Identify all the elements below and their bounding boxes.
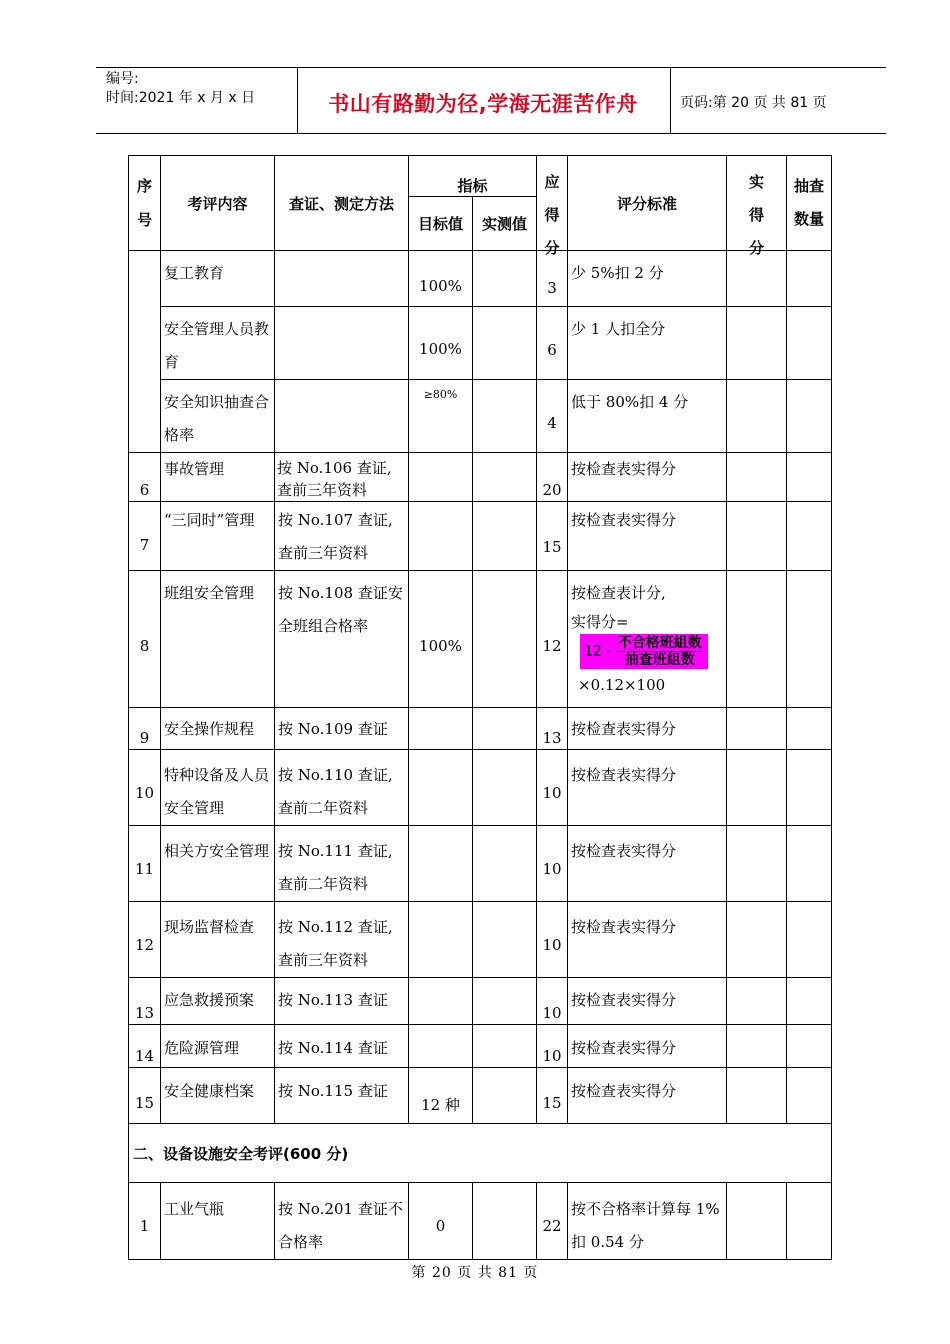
header-score-actual — [727, 156, 787, 257]
seq-cell: 1 — [139, 1217, 150, 1235]
table-row — [129, 453, 832, 502]
method-cell: 按 No.201 查证不合格率 — [278, 1200, 403, 1251]
header-sample-count-label: 抽查数量 — [794, 177, 825, 228]
header-divider-right — [670, 67, 671, 134]
measured-cell — [473, 826, 537, 902]
evaluation-table — [128, 155, 832, 1260]
criteria-line-1: 按检查表计分, — [571, 584, 666, 602]
method-cell: 按 No.108 查证安全班组合格率 — [278, 584, 403, 635]
criteria-cell: 按检查表实得分 — [571, 766, 677, 784]
method-cell: 按 No.107 查证,查前三年资料 — [278, 511, 393, 562]
target-cell: ≥80% — [423, 388, 458, 401]
header-measured: 实测值 — [473, 197, 537, 251]
measured-cell — [473, 1068, 537, 1124]
score-cell: 10 — [542, 784, 562, 802]
criteria-cell: 少 1 人扣全分 — [571, 320, 666, 338]
measured-cell — [473, 1025, 537, 1068]
score-formula — [580, 634, 708, 669]
content-cell: 事故管理 — [164, 460, 225, 478]
score-cell: 10 — [542, 860, 562, 878]
table-header-row — [129, 156, 832, 197]
seq-cell: 9 — [139, 729, 150, 747]
score-actual-cell — [727, 1068, 787, 1124]
score-cell: 15 — [542, 538, 562, 556]
score-actual-cell — [727, 251, 787, 307]
score-actual-cell — [727, 502, 787, 571]
score-cell: 6 — [547, 341, 557, 359]
sample-count-cell — [787, 1025, 832, 1068]
sample-count-cell — [787, 826, 832, 902]
method-cell: 按 No.109 查证 — [278, 720, 388, 738]
score-actual-cell — [727, 307, 787, 380]
method-cell: 按 No.114 查证 — [278, 1039, 388, 1057]
score-actual-cell — [727, 708, 787, 750]
criteria-cell: 按不合格率计算每 1%扣 0.54 分 — [571, 1200, 720, 1251]
criteria-cell: 按检查表实得分 — [571, 842, 677, 860]
header-score-actual-label: 实得分 — [749, 173, 765, 257]
header-method: 查证、测定方法 — [275, 156, 409, 251]
content-cell: 安全健康档案 — [164, 1082, 255, 1100]
table-row — [129, 826, 832, 902]
target-cell: 100% — [419, 340, 462, 358]
table-row — [129, 307, 832, 380]
header-indicator: 指标 — [409, 156, 537, 197]
measured-cell — [473, 978, 537, 1025]
content-cell: 复工教育 — [164, 264, 225, 282]
score-cell: 10 — [542, 1004, 562, 1022]
measured-cell — [473, 902, 537, 978]
header-sample-count — [787, 156, 832, 251]
sample-count-cell — [787, 902, 832, 978]
sample-count-cell — [787, 978, 832, 1025]
header-motto: 书山有路勤为径,学海无涯苦作舟 — [328, 92, 638, 116]
method-cell — [275, 307, 409, 380]
seq-cell: 8 — [139, 637, 150, 655]
seq-cell: 15 — [134, 1094, 155, 1112]
table-row — [129, 1068, 832, 1124]
content-cell: 安全操作规程 — [164, 720, 255, 738]
target-cell — [409, 502, 473, 571]
seq-cell: 14 — [134, 1047, 155, 1065]
method-cell: 按 No.115 查证 — [278, 1082, 388, 1100]
header-content: 考评内容 — [161, 156, 275, 251]
measured-cell — [473, 708, 537, 750]
score-actual-cell — [727, 978, 787, 1025]
sample-count-cell — [787, 453, 832, 502]
target-cell: 100% — [419, 637, 462, 655]
table-row — [129, 251, 832, 307]
criteria-cell: 按检查表实得分 — [571, 511, 677, 529]
criteria-line-3: ×0.12×100 — [578, 676, 666, 694]
sample-count-cell — [787, 1183, 832, 1260]
formula-numerator: 不合格班組数 — [617, 635, 702, 651]
formula-fraction — [616, 635, 704, 668]
score-cell: 13 — [542, 729, 562, 747]
criteria-cell: 按检查表实得分 — [571, 991, 677, 1009]
content-cell: 相关方安全管理 — [164, 842, 270, 860]
content-cell: 现场监督检查 — [164, 918, 255, 936]
formula-prefix: 12 - — [584, 643, 612, 660]
content-cell: 安全知识抽查合格率 — [164, 393, 270, 444]
sample-count-cell — [787, 571, 832, 708]
score-cell: 15 — [542, 1094, 562, 1112]
seq-cell: 13 — [134, 1004, 155, 1022]
score-actual-cell — [727, 750, 787, 826]
method-cell: 按 No.111 查证,查前二年资料 — [278, 842, 393, 893]
criteria-cell-formula — [568, 571, 727, 708]
seq-cell: 6 — [139, 481, 150, 499]
seq-cell: 11 — [134, 860, 155, 878]
score-cell: 20 — [542, 481, 562, 499]
header-top-rule — [96, 67, 886, 68]
measured-cell — [473, 750, 537, 826]
content-cell: 班组安全管理 — [164, 584, 255, 602]
sample-count-cell — [787, 1068, 832, 1124]
content-cell: 应急救援预案 — [164, 991, 255, 1009]
table-row — [129, 708, 832, 750]
table-row — [129, 978, 832, 1025]
measured-cell — [473, 571, 537, 708]
criteria-cell: 按检查表实得分 — [571, 720, 677, 738]
method-cell: 按 No.110 查证,查前二年资料 — [278, 766, 393, 817]
sample-count-cell — [787, 502, 832, 571]
seq-cell: 10 — [134, 784, 155, 802]
method-cell: 按 No.113 查证 — [278, 991, 388, 1009]
target-cell — [409, 750, 473, 826]
content-cell: 工业气瓶 — [164, 1200, 225, 1218]
target-cell — [409, 826, 473, 902]
header-meta — [106, 70, 255, 108]
header-bottom-rule — [96, 133, 886, 134]
target-cell: 12 种 — [421, 1096, 460, 1114]
sample-count-cell — [787, 251, 832, 307]
score-actual-cell — [727, 1183, 787, 1260]
measured-cell — [473, 380, 537, 453]
table-row — [129, 1025, 832, 1068]
score-actual-cell — [727, 571, 787, 708]
score-actual-cell — [727, 902, 787, 978]
measured-cell — [473, 307, 537, 380]
seq-cell-merged — [129, 251, 161, 453]
seq-cell: 7 — [139, 536, 150, 554]
sample-count-cell — [787, 708, 832, 750]
content-cell: 危险源管理 — [164, 1039, 240, 1057]
criteria-line-2: 实得分= — [571, 613, 629, 631]
measured-cell — [473, 251, 537, 307]
sample-count-cell — [787, 750, 832, 826]
criteria-cell: 按检查表实得分 — [571, 1082, 677, 1100]
score-cell: 22 — [542, 1217, 562, 1235]
sample-count-cell — [787, 307, 832, 380]
header-score-due-label: 应得分 — [544, 173, 560, 257]
method-cell: 按 No.112 查证,查前三年资料 — [278, 918, 393, 969]
target-cell — [409, 902, 473, 978]
criteria-cell: 按检查表实得分 — [571, 918, 677, 936]
table-row — [129, 1183, 832, 1260]
header-seq — [129, 156, 161, 251]
table-row — [129, 502, 832, 571]
score-actual-cell — [727, 1025, 787, 1068]
target-cell — [409, 708, 473, 750]
score-actual-cell — [727, 380, 787, 453]
target-cell: 0 — [435, 1217, 446, 1235]
score-actual-cell — [727, 826, 787, 902]
content-cell: “三同时”管理 — [164, 511, 255, 529]
table-row — [129, 750, 832, 826]
score-cell: 10 — [542, 936, 562, 954]
header-page-info: 页码:第 20 页 共 81 页 — [680, 95, 827, 111]
target-cell: 100% — [419, 277, 462, 295]
sample-count-cell — [787, 380, 832, 453]
table-row — [129, 380, 832, 453]
method-cell: 按 No.106 查证,查前三年资料 — [277, 459, 392, 499]
section-title: 二、设备设施安全考评(600 分) — [129, 1124, 832, 1183]
target-cell — [409, 1025, 473, 1068]
formula-denominator: 抽查班組数 — [624, 652, 695, 668]
section-row — [129, 1124, 832, 1183]
measured-cell — [473, 1183, 537, 1260]
criteria-cell: 低于 80%扣 4 分 — [571, 393, 689, 411]
criteria-cell: 少 5%扣 2 分 — [571, 264, 664, 282]
header-score-due — [537, 156, 568, 257]
table-row — [129, 902, 832, 978]
score-cell: 12 — [542, 637, 562, 655]
header-target: 目标值 — [409, 197, 473, 251]
score-cell: 10 — [542, 1047, 562, 1065]
content-cell: 特种设备及人员安全管理 — [164, 766, 270, 817]
header-criteria: 评分标准 — [568, 156, 727, 251]
criteria-cell: 按检查表实得分 — [571, 1039, 677, 1057]
score-cell: 4 — [547, 414, 557, 432]
page-footer: 第 20 页 共 81 页 — [411, 1265, 539, 1281]
serial-label: 编号: — [106, 71, 139, 87]
measured-cell — [473, 502, 537, 571]
seq-cell: 12 — [134, 936, 155, 954]
header-seq-label: 序号 — [136, 177, 152, 229]
score-cell: 3 — [547, 279, 557, 297]
table-row — [129, 571, 832, 708]
score-actual-cell — [727, 453, 787, 502]
method-cell — [275, 251, 409, 307]
criteria-cell: 按检查表实得分 — [571, 460, 677, 478]
target-cell — [409, 453, 473, 502]
method-cell — [275, 380, 409, 453]
time-label: 时间:2021 年 x 月 x 日 — [106, 90, 256, 106]
target-cell — [409, 978, 473, 1025]
measured-cell — [473, 453, 537, 502]
content-cell: 安全管理人员教育 — [164, 320, 270, 371]
